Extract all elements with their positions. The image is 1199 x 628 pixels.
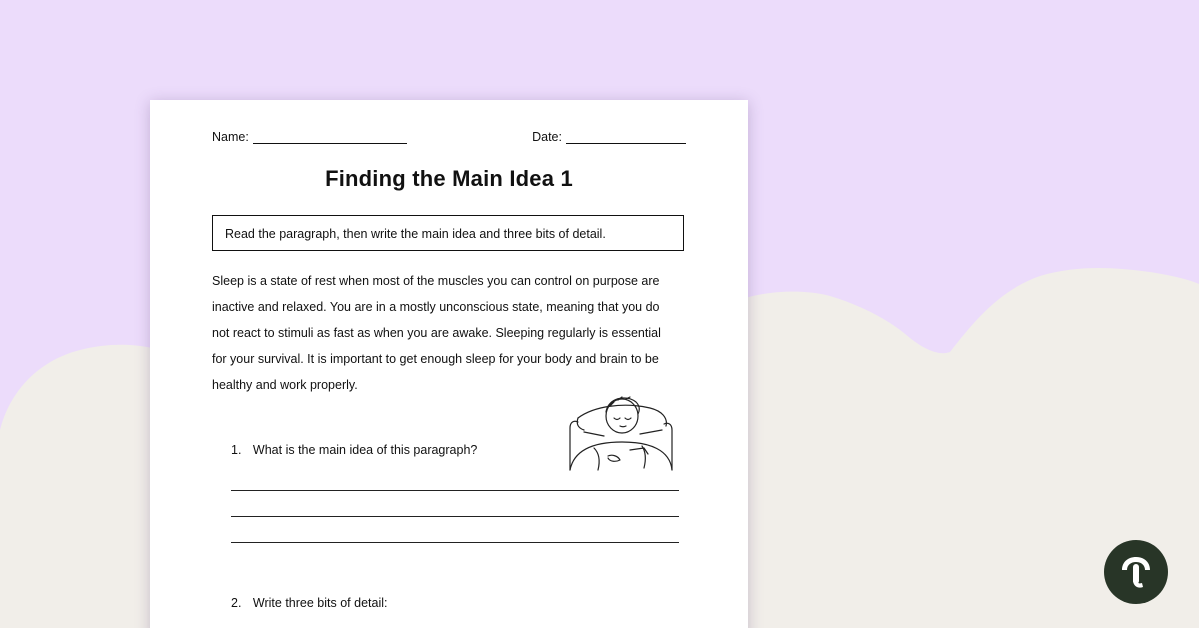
name-field xyxy=(212,130,407,144)
logo-glyph-icon xyxy=(1104,540,1168,604)
paragraph-line: inactive and relaxed. You are in a mostly unconscious state, meaning that you do xyxy=(212,300,660,314)
worksheet-page xyxy=(150,100,748,628)
answer-line[interactable] xyxy=(231,542,679,543)
paragraph-line: Sleep is a state of rest when most of the muscles you can control on purpose are xyxy=(212,274,660,288)
worksheet-header xyxy=(212,130,686,148)
paragraph-line: for your survival. It is important to get enough sleep for your body and brain to be xyxy=(212,352,659,366)
sleeping-child-illustration xyxy=(564,388,680,472)
question-1 xyxy=(231,443,477,457)
question-2 xyxy=(231,596,387,610)
question-number: 1. xyxy=(231,443,242,457)
name-label: Name: xyxy=(212,130,249,144)
answer-line[interactable] xyxy=(231,516,679,517)
date-blank-line xyxy=(566,130,686,144)
instructions-box xyxy=(212,215,684,251)
answer-line[interactable] xyxy=(231,490,679,491)
date-label: Date: xyxy=(532,130,562,144)
paragraph-line: not react to stimuli as fast as when you are awake. Sleeping regularly is essential xyxy=(212,326,661,340)
worksheet-title: Finding the Main Idea 1 xyxy=(325,166,573,191)
name-blank-line xyxy=(253,130,407,144)
instructions-text: Read the paragraph, then write the main idea and three bits of detail. xyxy=(225,227,606,241)
question-text: What is the main idea of this paragraph? xyxy=(252,443,478,457)
reading-paragraph xyxy=(212,268,690,398)
date-field xyxy=(532,130,686,144)
question-text: Write three bits of detail: xyxy=(252,596,388,610)
paragraph-line: healthy and work properly. xyxy=(212,378,358,392)
teach-starter-logo-icon[interactable] xyxy=(1104,540,1168,604)
question-number: 2. xyxy=(231,596,242,610)
